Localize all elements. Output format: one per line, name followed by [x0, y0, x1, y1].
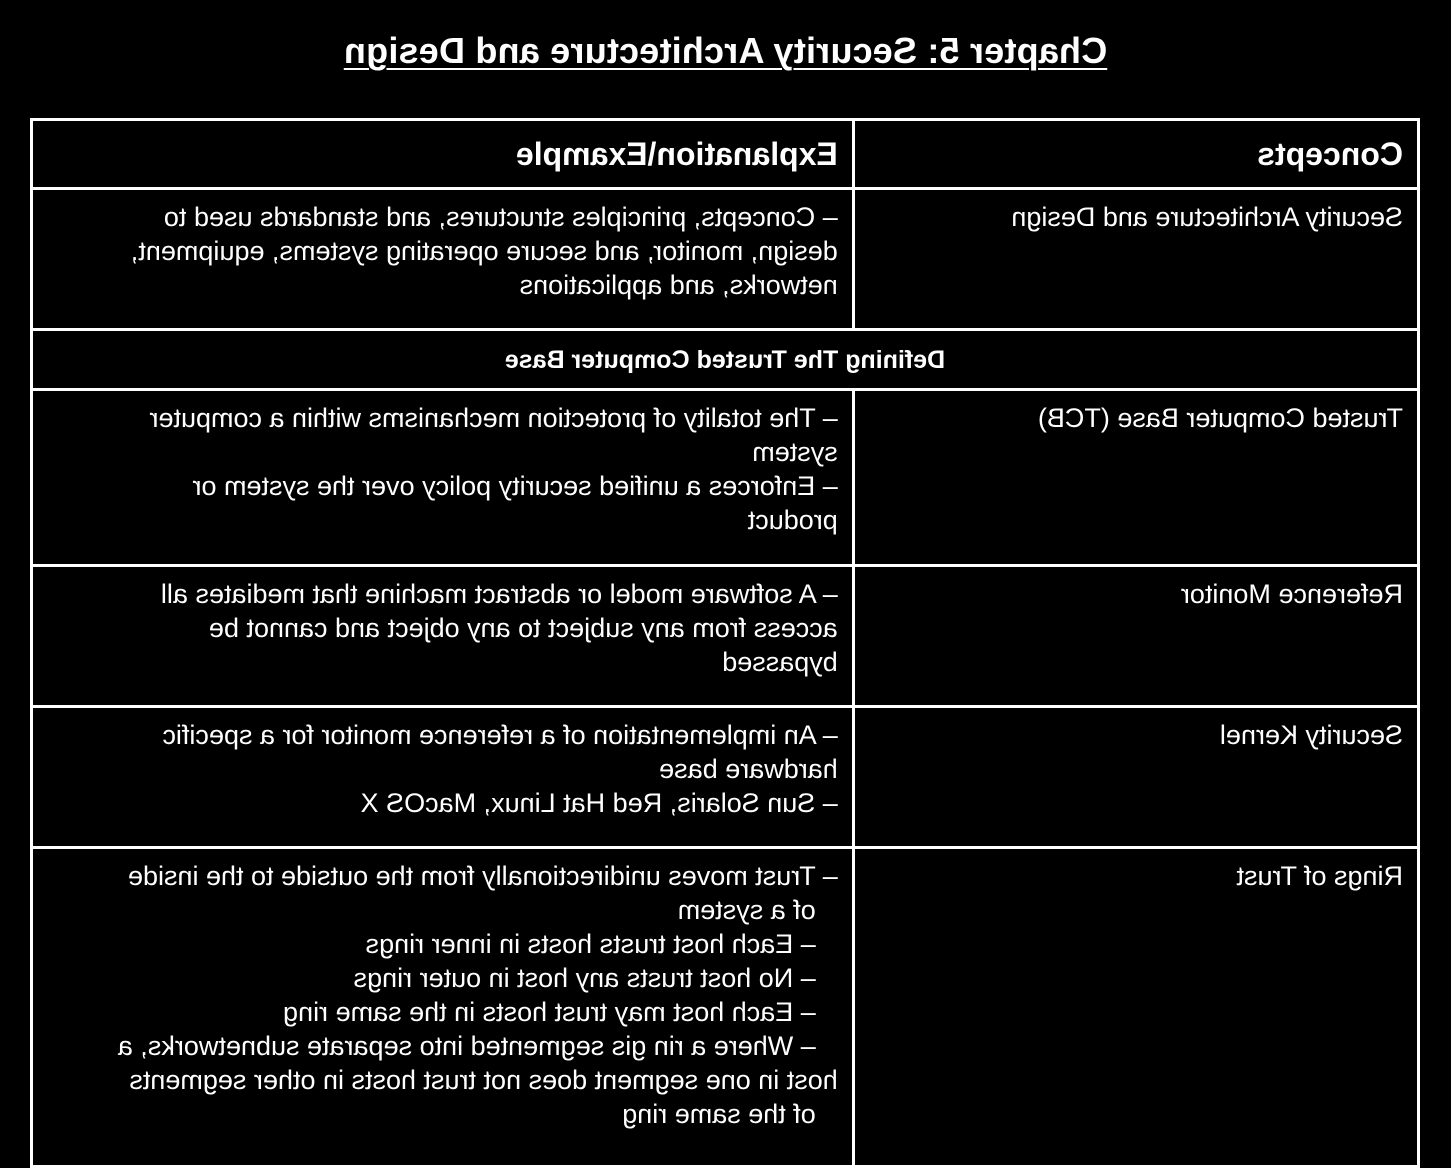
explanation-line: access from any subject to any object and cannot be: [208, 613, 838, 643]
explanation-line: of a system: [677, 895, 816, 925]
table-header-row: [32, 120, 1419, 189]
explanation-line: – Sun Solaris, Red Hat Linux, MacOS X: [360, 788, 838, 818]
table-row: [32, 566, 1419, 707]
header-concepts: Concepts: [853, 120, 1418, 189]
table-row: [32, 189, 1419, 330]
explanation-line: – No host trusts any host in outer rings: [353, 963, 816, 993]
concept-cell: Rings of Trust: [853, 848, 1418, 1167]
explanation-line: – A software model or abstract machine that mediates all: [160, 579, 838, 609]
explanation-cell: [32, 566, 854, 707]
explanation-line: networks, and applications: [519, 270, 838, 300]
section-heading: Defining The Trusted Computer Base: [32, 330, 1419, 390]
table-row: [32, 707, 1419, 848]
header-explanation: Explanation\Example: [32, 120, 854, 189]
concept-cell: Trusted Computer Base (TCB): [853, 390, 1418, 566]
explanation-cell: [32, 707, 854, 848]
explanation-cell: [32, 390, 854, 566]
explanation-line: system: [752, 437, 838, 467]
table-row: [32, 390, 1419, 566]
explanation-line: – Each host trusts hosts in inner rings: [365, 929, 816, 959]
concepts-table: [30, 118, 1420, 1168]
page-title: Chapter 5: Security Architecture and Design: [343, 30, 1108, 71]
table-row: [32, 848, 1419, 1167]
explanation-line: of the same ring: [622, 1099, 816, 1129]
explanation-line: – Where a rin gis segmented into separate subnetworks, a: [117, 1031, 816, 1061]
explanation-line: host in one segment does not trust hosts in other segments: [129, 1065, 838, 1095]
concept-cell: Reference Monitor: [853, 566, 1418, 707]
explanation-line: design, monitor, and secure operating systems, equipment,: [130, 236, 838, 266]
explanation-line: product: [747, 505, 838, 535]
explanation-line: – The totality of protection mechanisms within a computer: [149, 403, 838, 433]
concept-cell: Security Architecture and Design: [853, 189, 1418, 330]
concept-cell: Security Kernel: [853, 707, 1418, 848]
explanation-line: hardware base: [659, 754, 838, 784]
explanation-line: – An implementation of a reference monitor for a specific: [162, 720, 838, 750]
section-row: [32, 330, 1419, 390]
explanation-line: bypassed: [722, 647, 838, 677]
explanation-cell: [32, 848, 854, 1167]
explanation-line: – Concepts, principles structures, and standards used to: [163, 202, 838, 232]
explanation-cell: [32, 189, 854, 330]
explanation-line: – Trust moves unidirectionally from the outside to the inside: [127, 861, 838, 891]
explanation-line: – Each host may trust hosts in the same ring: [283, 997, 816, 1027]
explanation-line: – Enforces a unified security policy over the system or: [192, 471, 838, 501]
